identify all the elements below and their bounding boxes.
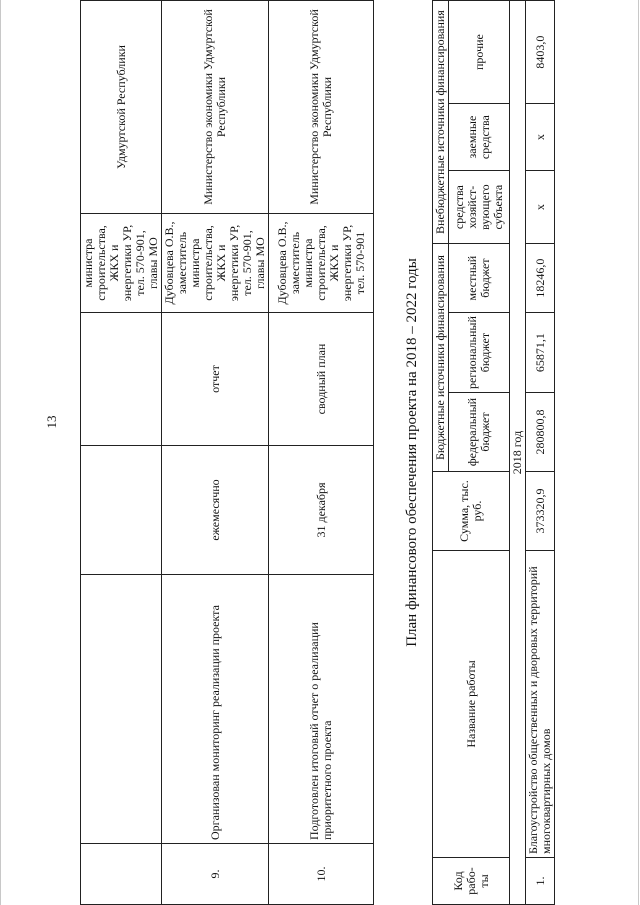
work-regional: 65871,1 [526, 313, 555, 393]
work-local: 18246,0 [526, 244, 555, 313]
rotated-page-wrapper [80, 0, 640, 905]
work-enterprise: х [526, 171, 555, 244]
event-result: сводный план [269, 313, 374, 446]
event-period: 31 декабря [269, 446, 374, 575]
work-code: 1. [526, 858, 555, 905]
event-organization: Удмуртской Республики [81, 1, 162, 214]
event-name: Организован мониторинг реализации проекта [162, 575, 269, 844]
control-events-table [80, 0, 374, 905]
finance-plan-table [432, 0, 555, 905]
event-organization: Министерство экономики Удмуртской Республики [162, 1, 269, 214]
event-responsible: Дубовцева О.В., заместитель министра строительства, ЖКХ и энергетики УР, тел. 570-901, главы МО [162, 214, 269, 313]
row-number [81, 844, 162, 905]
event-name: Подготовлен итоговый отчет о реализации приоритетного проекта [269, 575, 374, 844]
row-number: 9. [162, 844, 269, 905]
header-regional: региональный бюджет [449, 313, 510, 393]
table-row [526, 1, 555, 905]
work-other: 8403,0 [526, 1, 555, 104]
header-row [433, 1, 449, 905]
work-name: Благоустройство общественных и дворовых территорий многоквартирных домов [526, 551, 555, 858]
event-responsible: Дубовцева О.В., заместитель министра строительства, ЖКХ и энергетики УР, тел. 570-901 [269, 214, 374, 313]
year-label: 2018 год [510, 1, 526, 905]
event-result: отчет [162, 313, 269, 446]
header-sum: Сумма, тыс. руб. [433, 472, 510, 551]
table-row [162, 1, 269, 905]
header-code: Код рабо-ты [433, 858, 510, 905]
scan-edge-left [0, 0, 1, 905]
work-loans: х [526, 104, 555, 171]
header-other: прочие [449, 1, 510, 104]
page-number: 13 [44, 415, 59, 429]
row-number: 10. [269, 844, 374, 905]
table-row [81, 1, 162, 905]
header-name: Название работы [433, 551, 510, 858]
header-loans: заемные средства [449, 104, 510, 171]
header-local: местный бюджет [449, 244, 510, 313]
event-result [81, 313, 162, 446]
header-enterprise: средства хозяйст-вующего субъекта [449, 171, 510, 244]
event-responsible: министра строительства, ЖКХ и энергетики УР, тел. 570-901, главы МО [81, 214, 162, 313]
work-sum: 373320,9 [526, 472, 555, 551]
event-organization: Министерство экономики Удмуртской Республики [269, 1, 374, 214]
rotated-page-content [80, 0, 640, 905]
table-row [269, 1, 374, 905]
event-period: ежемесячно [162, 446, 269, 575]
plan-title: План финансового обеспечения проекта на 2018 – 2022 годы [404, 258, 420, 647]
header-budget-sources: Бюджетные источники финансирования [433, 244, 449, 472]
header-offbudget-sources: Внебюджетные источники финансирования [433, 1, 449, 244]
header-federal: федеральный бюджет [449, 393, 510, 472]
work-federal: 280800,8 [526, 393, 555, 472]
event-period [81, 446, 162, 575]
event-name [81, 575, 162, 844]
year-row [510, 1, 526, 905]
